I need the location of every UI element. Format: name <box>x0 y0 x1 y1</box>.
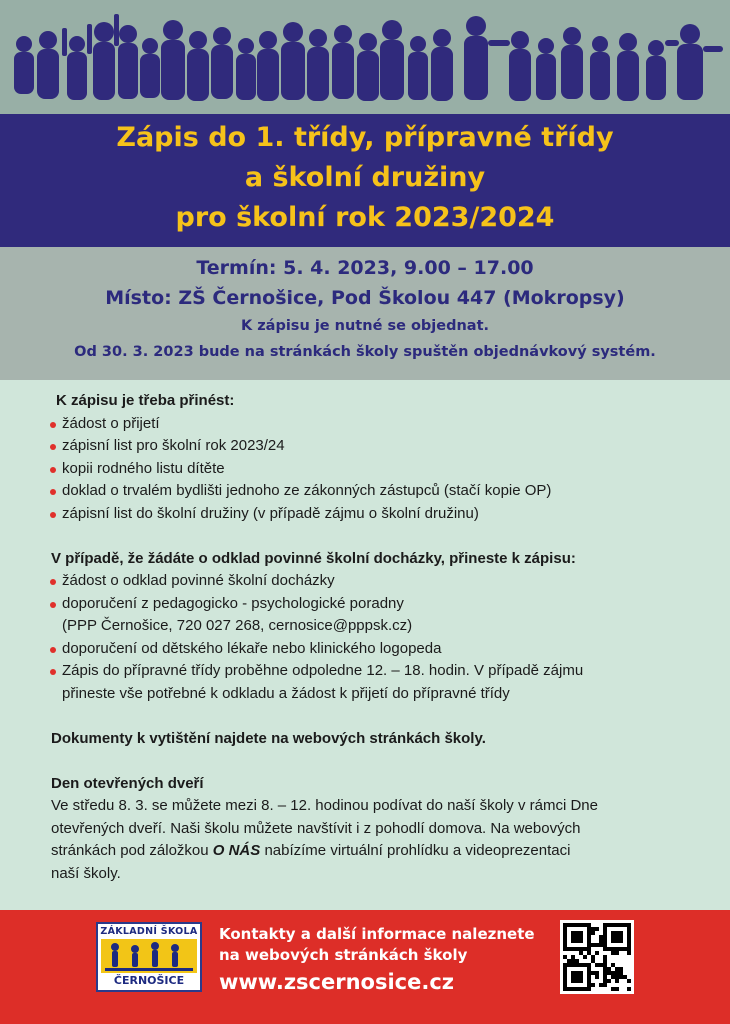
list-item: zápisní list do školní družiny (v případě zájmu o školní družinu) <box>49 503 711 526</box>
list-item: zápisní list pro školní rok 2023/24 <box>49 435 711 458</box>
list-item: doporučení od dětského lékaře nebo klinického logopeda <box>49 638 711 661</box>
qr-code <box>560 920 634 994</box>
logo-bottom-text: ČERNOŠICE <box>113 974 185 987</box>
postpone-heading: V případě, že žádáte o odklad povinné školní docházky, přineste k zápisu: <box>51 549 576 567</box>
bullet-icon <box>50 422 56 428</box>
title-line-2: a školní družiny <box>244 162 486 193</box>
bullet-icon <box>50 602 56 608</box>
title-line-1: Zápis do 1. třídy, přípravné třídy <box>116 122 614 153</box>
event-place: Místo: ZŠ Černošice, Pod Školou 447 (Mokropsy) <box>105 287 625 309</box>
bring-heading: K zápisu je třeba přinést: <box>56 392 235 409</box>
open-day-heading: Den otevřených dveří <box>51 774 204 792</box>
contact-line-1: Kontakty a další informace naleznete <box>219 925 535 943</box>
bullet-icon <box>50 512 56 518</box>
open-day-text: Ve středu 8. 3. se můžete mezi 8. – 12. hodinou podívat do naší školy v rámci Dne otevřených dveří. Naši školu můžete navštívit i z pohodlí domova. Na webových stránkách pod záložkou O NÁS nabízíme virtuální prohlídku a videoprezentaci naší školy. <box>51 797 598 882</box>
bring-list <box>51 413 711 526</box>
bullet-icon <box>50 579 56 585</box>
bullet-icon <box>50 467 56 473</box>
title-line-3: pro školní rok 2023/2024 <box>175 202 555 233</box>
page-title <box>0 118 730 238</box>
event-info <box>0 253 730 365</box>
list-item: doklad o trvalém bydlišti jednoho ze zákonných zástupců (stačí kopie OP) <box>49 480 711 503</box>
school-logo <box>96 922 202 992</box>
event-term: Termín: 5. 4. 2023, 9.00 – 17.00 <box>196 257 534 279</box>
bullet-icon <box>50 444 56 450</box>
order-note: K zápisu je nutné se objednat. <box>240 318 490 334</box>
main-content <box>51 390 711 885</box>
contact-line-2: na webových stránkách školy <box>219 946 468 964</box>
logo-top-text: ZÁKLADNÍ ŠKOLA <box>100 926 198 937</box>
booking-system-note: Od 30. 3. 2023 bude na stránkách školy spuštěn objednávkový systém. <box>74 344 656 360</box>
list-item: žádost o odklad povinné školní docházky <box>49 570 711 593</box>
postpone-list <box>51 570 711 705</box>
children-silhouettes-illustration <box>0 0 730 118</box>
list-item: žádost o přijetí <box>49 413 711 436</box>
list-item: Zápis do přípravné třídy proběhne odpoledne 12. – 18. hodin. V případě zájmu přineste vše potřebné k odkladu a žádost k přijetí do přípravné třídy <box>49 660 711 705</box>
list-item: kopii rodného listu dítěte <box>49 458 711 481</box>
bullet-icon <box>50 669 56 675</box>
about-us-tab-name: O NÁS <box>212 842 261 859</box>
contact-info <box>219 924 535 998</box>
bullet-icon <box>50 647 56 653</box>
logo-children-graphic <box>101 939 197 973</box>
school-website-link[interactable]: www.zscernosice.cz <box>219 970 455 994</box>
bullet-icon <box>50 489 56 495</box>
list-item: doporučení z pedagogicko - psychologické poradny (PPP Černošice, 720 027 268, cernosice@pppsk.cz) <box>49 593 711 638</box>
documents-note: Dokumenty k vytištění najdete na webových stránkách školy. <box>51 729 486 747</box>
